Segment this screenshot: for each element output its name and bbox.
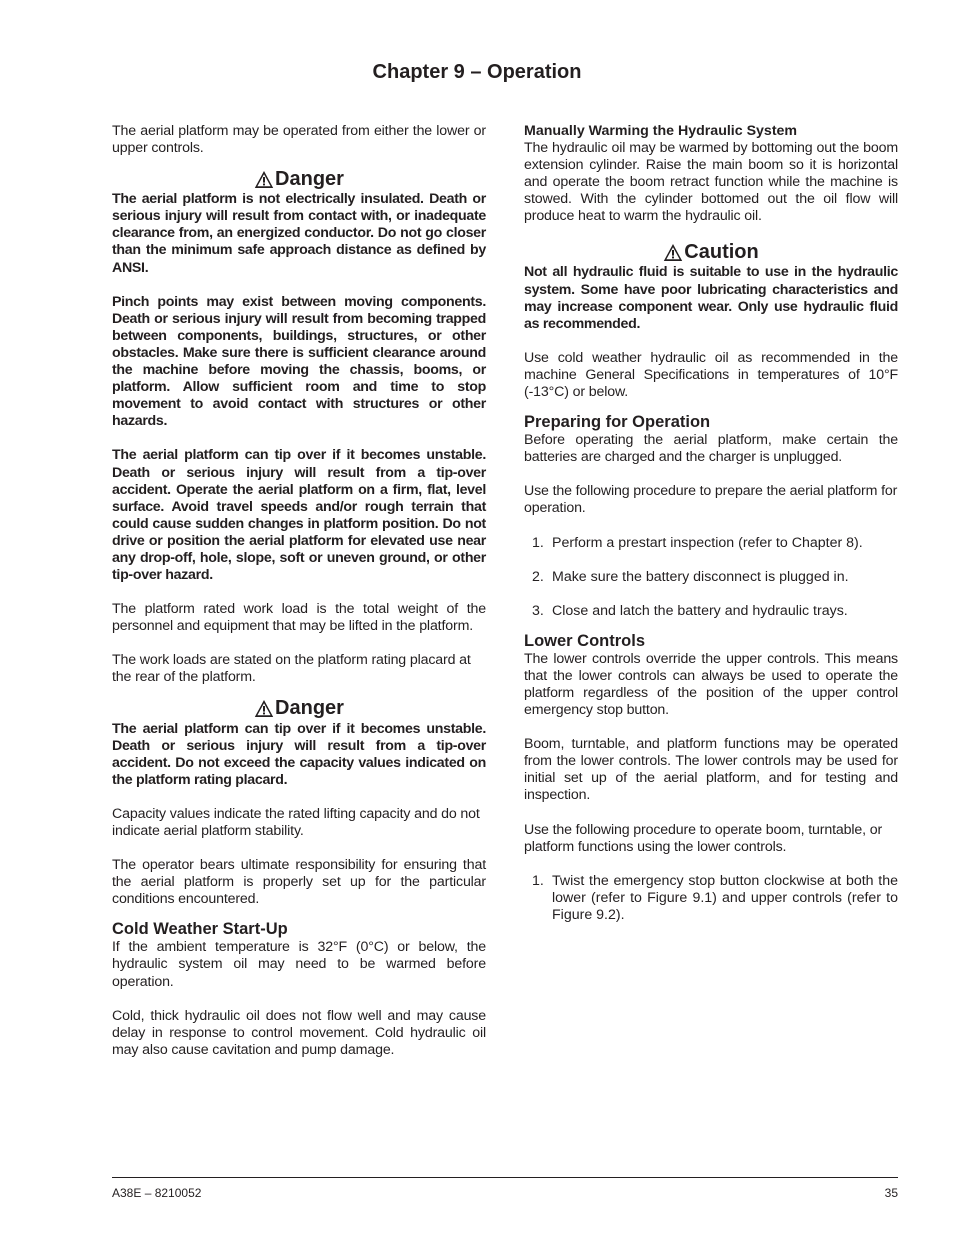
footer-document-id: A38E – 8210052 <box>112 1186 202 1200</box>
heading-preparing: Preparing for Operation <box>524 413 711 432</box>
list-item: 1. Twist the emergency stop button clockwise at both the lower (refer to Figure 9.1) and upper controls (refer to Figure 9.2). <box>532 872 898 923</box>
list-item: 1. Perform a prestart inspection (refer to Chapter 8). <box>532 534 863 551</box>
paragraph-placard: The work loads are stated on the platform rating placard at the rear of the platform. <box>112 652 471 686</box>
footer-page-number: 35 <box>884 1186 898 1200</box>
caution-text-fluid: Not all hydraulic fluid is suitable to use in the hydraulic system. Some have poor lubricating characteristics and may increase component wear. Only use hydraulic fluid as recommended. <box>524 264 898 332</box>
danger-text-insulation: The aerial platform is not electrically insulated. Death or serious injury will result from contact with, or inadequate clearance from, an energized conductor. Do not go closer than the minimum safe approach distance as defined by ANSI. <box>112 191 486 276</box>
caution-label: Caution <box>684 240 759 263</box>
right-column <box>524 123 898 924</box>
paragraph-warming: The hydraulic oil may be warmed by bottoming out the boom extension cylinder. Raise the main boom so it is horizontal and operate the boom retract function while the machine is stowed. With the cylinder bottomed out the oil flow will produce heat to warm the hydraulic oil. <box>524 140 898 225</box>
danger-heading <box>112 167 486 191</box>
paragraph-responsibility: The operator bears ultimate responsibility for ensuring that the aerial platform is properly set up for the particular conditions encountered. <box>112 857 486 908</box>
danger-text-pinch-points: Pinch points may exist between moving components. Death or serious injury will result from becoming trapped between components, buildings, structures, or other obstacles. Make sure there is sufficient clearance around the machine before moving the chassis, booms, or platform. Allow sufficient room and time to stop movement to avoid contact with structures or other hazards. <box>112 293 486 430</box>
heading-cold-weather: Cold Weather Start-Up <box>112 920 288 939</box>
warning-triangle-icon <box>663 243 683 262</box>
paragraph-functions: Boom, turntable, and platform functions may be operated from the lower controls. The lower controls may be used for initial set up of the aerial platform, and for testing and inspection. <box>524 736 898 804</box>
warning-triangle-icon <box>254 170 274 189</box>
paragraph-work-load: The platform rated work load is the total weight of the personnel and equipment that may be lifted in the platform. <box>112 601 486 635</box>
left-column <box>112 123 486 1059</box>
page-title: Chapter 9 – Operation <box>372 61 582 83</box>
lower-steps-list <box>524 873 898 924</box>
danger-heading-2 <box>112 697 486 721</box>
intro-paragraph: The aerial platform may be operated from either the lower or upper controls. <box>112 123 486 157</box>
danger-label: Danger <box>275 697 344 720</box>
paragraph-override: The lower controls override the upper controls. This means that the lower controls can always be used to operate the platform regardless of the position of the upper control emergency stop button. <box>524 650 898 719</box>
paragraph-prep-procedure: Use the following procedure to prepare the aerial platform for operation. <box>524 483 898 517</box>
paragraph-lower-procedure: Use the following procedure to operate boom, turntable, or platform functions using the lower controls. <box>524 821 883 855</box>
danger-text-tip-over: The aerial platform can tip over if it becomes unstable. Death or serious injury will result from a tip-over accident. Operate the aerial platform on a firm, flat, level surface. Avoid travel speeds and/or rough terrain that could cause sudden changes in platform position. Do not drive or position the aerial platform for elevated use near any drop-off, hole, slope, soft or uneven ground, or other tip-over hazard. <box>112 447 486 584</box>
warning-triangle-icon <box>254 699 274 718</box>
paragraph-capacity: Capacity values indicate the rated lifting capacity and do not indicate aerial platform stability. <box>112 805 480 839</box>
prep-steps-list <box>524 535 898 620</box>
list-item: 3. Close and latch the battery and hydraulic trays. <box>532 602 848 619</box>
paragraph-batteries: Before operating the aerial platform, make certain the batteries are charged and the charger is unplugged. <box>524 432 898 466</box>
heading-warming: Manually Warming the Hydraulic System <box>524 123 798 139</box>
danger-label: Danger <box>275 167 344 190</box>
heading-lower-controls: Lower Controls <box>524 631 646 650</box>
paragraph-ambient-temp: If the ambient temperature is 32°F (0°C) or below, the hydraulic system oil may need to be warmed before operation. <box>112 939 486 990</box>
paragraph-cold-weather-oil: Use cold weather hydraulic oil as recommended in the machine General Specifications in temperatures of 10°F (-13°C) or below. <box>524 349 898 401</box>
list-item: 2. Make sure the battery disconnect is plugged in. <box>532 568 849 585</box>
paragraph-cold-oil: Cold, thick hydraulic oil does not flow well and may cause delay in response to control movement. Cold hydraulic oil may also cause cavitation and pump damage. <box>112 1007 486 1058</box>
danger-text-capacity: The aerial platform can tip over if it becomes unstable. Death or serious injury will result from a tip-over accident. Do not exceed the capacity values indicated on the platform rating placard. <box>112 720 486 788</box>
footer-divider <box>112 1177 898 1178</box>
caution-heading <box>524 240 898 264</box>
